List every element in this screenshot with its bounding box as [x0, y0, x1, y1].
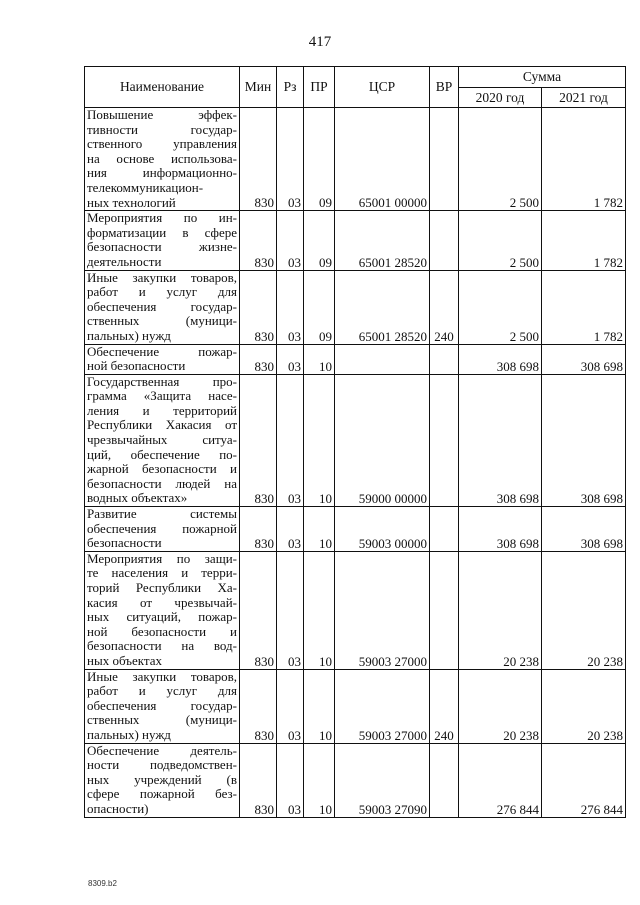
- row-amount-2020: 2 500: [459, 270, 542, 344]
- row-min: 830: [240, 270, 277, 344]
- row-amount-2020: 2 500: [459, 108, 542, 211]
- row-name-line: чрезвычайных ситуа-: [87, 432, 237, 448]
- row-name-line: Обеспечение деятель-: [87, 742, 237, 758]
- row-amount-2021: 1 782: [542, 270, 626, 344]
- row-vr: [430, 344, 459, 374]
- row-name-line: работ и услуг для: [87, 683, 237, 699]
- header-rz: Рз: [277, 67, 304, 108]
- header-min: Мин: [240, 67, 277, 108]
- row-csr: 59000 00000: [335, 374, 430, 506]
- row-pr: 09: [304, 108, 335, 211]
- header-pr: ПР: [304, 67, 335, 108]
- row-name-line: ности подведомствен-: [87, 757, 237, 773]
- row-name-line: ния информационно-: [87, 165, 237, 181]
- row-name-line: ственного управления: [87, 136, 237, 152]
- row-amount-2020: 308 698: [459, 507, 542, 552]
- header-csr: ЦСР: [335, 67, 430, 108]
- row-name-line: Мероприятия по защи-: [87, 550, 237, 566]
- row-name-line: сфере пожарной без-: [87, 786, 237, 802]
- row-vr: [430, 108, 459, 211]
- row-name-line: Иные закупки товаров,: [87, 269, 237, 285]
- row-amount-2021: 308 698: [542, 374, 626, 506]
- row-amount-2020: 2 500: [459, 211, 542, 270]
- row-pr: 10: [304, 669, 335, 743]
- row-name-line: те населения и терри-: [87, 565, 237, 581]
- row-min: 830: [240, 211, 277, 270]
- table-row: [85, 211, 626, 270]
- row-name-line: ления и территорий: [87, 402, 237, 418]
- row-csr: 65001 28520: [335, 270, 430, 344]
- table-row: [85, 108, 626, 211]
- header-vr: ВР: [430, 67, 459, 108]
- row-name-line: Государственная про-: [87, 373, 237, 389]
- table-row: [85, 344, 626, 374]
- row-name: [85, 669, 240, 743]
- row-name-line: работ и услуг для: [87, 284, 237, 300]
- row-name-line: опасности): [87, 800, 149, 816]
- table-row: [85, 669, 626, 743]
- row-amount-2020: 20 238: [459, 669, 542, 743]
- row-pr: 10: [304, 551, 335, 669]
- row-name-line: ных ситуаций, пожар-: [87, 609, 237, 625]
- row-vr: [430, 507, 459, 552]
- row-min: 830: [240, 344, 277, 374]
- row-name: [85, 211, 240, 270]
- row-name-line: обеспечения пожарной: [87, 520, 237, 536]
- footer-code: 8309.b2: [88, 879, 117, 888]
- row-amount-2020: 20 238: [459, 551, 542, 669]
- row-name-line: ственных (муници-: [87, 712, 237, 728]
- row-name-line: обеспечения государ-: [87, 298, 237, 314]
- table-row: [85, 374, 626, 506]
- row-amount-2020: 308 698: [459, 344, 542, 374]
- row-rz: 03: [277, 374, 304, 506]
- row-name: [85, 270, 240, 344]
- row-rz: 03: [277, 507, 304, 552]
- row-name-line: на основе использова-: [87, 150, 237, 166]
- row-csr: 59003 27090: [335, 743, 430, 817]
- row-pr: 09: [304, 270, 335, 344]
- row-amount-2021: 308 698: [542, 344, 626, 374]
- row-amount-2021: 20 238: [542, 669, 626, 743]
- row-amount-2020: 276 844: [459, 743, 542, 817]
- row-name-line: Повышение эффек-: [87, 107, 237, 122]
- row-min: 830: [240, 374, 277, 506]
- row-min: 830: [240, 669, 277, 743]
- row-min: 830: [240, 743, 277, 817]
- row-pr: 09: [304, 211, 335, 270]
- header-year-2020: 2020 год: [459, 88, 542, 108]
- row-name: [85, 374, 240, 506]
- row-pr: 10: [304, 743, 335, 817]
- row-name-line: жарной безопасности и: [87, 461, 237, 477]
- row-amount-2021: 276 844: [542, 743, 626, 817]
- row-amount-2021: 1 782: [542, 108, 626, 211]
- table-body: [85, 108, 626, 818]
- row-min: 830: [240, 507, 277, 552]
- row-name: [85, 507, 240, 552]
- row-name-line: ственных (муници-: [87, 313, 237, 329]
- row-csr: 65001 00000: [335, 108, 430, 211]
- row-name-line: Обеспечение пожар-: [87, 343, 237, 359]
- row-name-line: торий Республики Ха-: [87, 580, 237, 595]
- row-name-line: Иные закупки товаров,: [87, 668, 237, 684]
- header-year-2021: 2021 год: [542, 88, 626, 108]
- row-name: [85, 108, 240, 211]
- row-amount-2021: 20 238: [542, 551, 626, 669]
- row-pr: 10: [304, 507, 335, 552]
- row-name-line: форматизации в сфере: [87, 224, 237, 240]
- row-vr: [430, 743, 459, 817]
- row-vr: 240: [430, 270, 459, 344]
- row-pr: 10: [304, 344, 335, 374]
- row-name-line: касия от чрезвычай-: [87, 594, 237, 610]
- row-vr: 240: [430, 669, 459, 743]
- row-name-line: пальных) нужд: [87, 327, 171, 343]
- row-rz: 03: [277, 211, 304, 270]
- row-vr: [430, 374, 459, 506]
- row-name-line: Республики Хакасия от: [87, 417, 237, 433]
- row-vr: [430, 211, 459, 270]
- row-min: 830: [240, 108, 277, 211]
- row-name-line: тивности государ-: [87, 121, 237, 137]
- table-row: [85, 551, 626, 669]
- row-name-line: Развитие системы: [87, 506, 237, 522]
- row-csr: 59003 27000: [335, 669, 430, 743]
- row-name-line: обеспечения государ-: [87, 697, 237, 713]
- row-name-line: телекоммуникацион-: [87, 179, 204, 195]
- row-rz: 03: [277, 743, 304, 817]
- row-name-line: деятельности: [87, 253, 162, 269]
- row-name-line: водных объектах»: [87, 490, 188, 506]
- row-name-line: пальных) нужд: [87, 726, 171, 742]
- budget-table: [84, 66, 626, 818]
- table-row: [85, 270, 626, 344]
- row-vr: [430, 551, 459, 669]
- row-name-line: ных объектах: [87, 652, 162, 668]
- row-name-line: безопасности жизне-: [87, 239, 237, 255]
- row-csr: 59003 00000: [335, 507, 430, 552]
- row-name-line: Мероприятия по ин-: [87, 210, 237, 226]
- row-name-line: безопасности: [87, 535, 162, 551]
- row-csr: 65001 28520: [335, 211, 430, 270]
- row-name-line: грамма «Защита насе-: [87, 388, 237, 404]
- row-name-line: ных технологий: [87, 194, 176, 210]
- row-amount-2020: 308 698: [459, 374, 542, 506]
- row-name-line: безопасности людей на: [87, 475, 237, 491]
- row-pr: 10: [304, 374, 335, 506]
- row-rz: 03: [277, 344, 304, 374]
- header-sum: Сумма: [459, 67, 626, 88]
- row-name: [85, 743, 240, 817]
- row-name-line: ной безопасности и: [87, 623, 237, 639]
- row-name-line: безопасности на вод-: [87, 638, 237, 654]
- table-row: [85, 743, 626, 817]
- row-rz: 03: [277, 669, 304, 743]
- header-name: Наименование: [85, 67, 240, 108]
- page-number: 417: [308, 34, 332, 50]
- row-name-line: ной безопасности: [87, 358, 186, 374]
- row-rz: 03: [277, 108, 304, 211]
- row-csr: [335, 344, 430, 374]
- row-rz: 03: [277, 551, 304, 669]
- row-name-line: ных учреждений (в: [87, 771, 237, 787]
- row-name-line: ций, обеспечение по-: [87, 446, 237, 462]
- row-name: [85, 551, 240, 669]
- row-csr: 59003 27000: [335, 551, 430, 669]
- row-name: [85, 344, 240, 374]
- row-amount-2021: 308 698: [542, 507, 626, 552]
- row-amount-2021: 1 782: [542, 211, 626, 270]
- table-row: [85, 507, 626, 552]
- row-min: 830: [240, 551, 277, 669]
- row-rz: 03: [277, 270, 304, 344]
